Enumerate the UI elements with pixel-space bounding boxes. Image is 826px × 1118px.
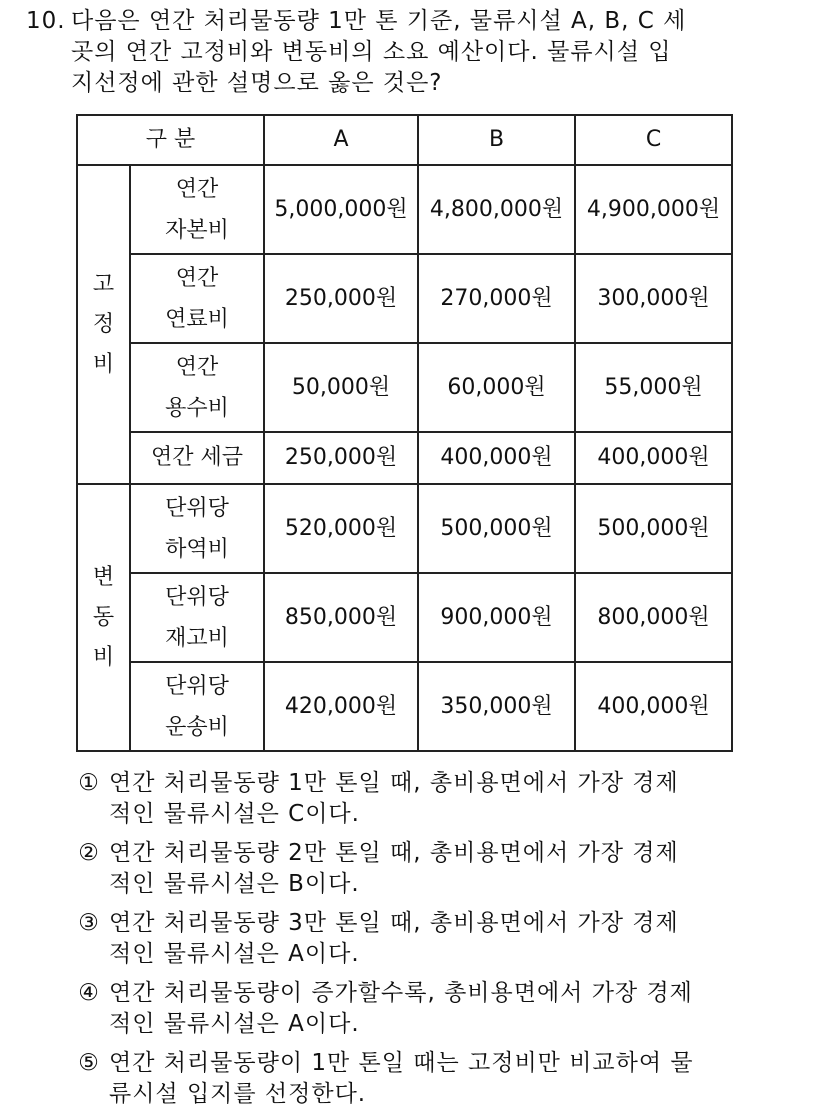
choice-line: 연간 처리물동량이 증가할수록, 총비용면에서 가장 경제 bbox=[109, 980, 693, 1006]
choice-text bbox=[109, 768, 816, 830]
answer-choice-2[interactable] bbox=[76, 838, 816, 908]
row-label-line: 운송비 bbox=[165, 714, 229, 740]
choice-line: 적인 물류시설은 A이다. bbox=[109, 941, 360, 967]
choice-text bbox=[109, 908, 816, 970]
variable-cost-group-label bbox=[77, 484, 130, 751]
cell-value: 60,000원 bbox=[418, 343, 575, 432]
cell-value: 55,000원 bbox=[575, 343, 732, 432]
row-label-line: 연간 bbox=[175, 354, 219, 380]
choice-line: 류시설 입지를 선정한다. bbox=[109, 1081, 367, 1107]
table-row bbox=[77, 165, 732, 254]
cell-value: 420,000원 bbox=[264, 662, 418, 751]
cell-value: 500,000원 bbox=[575, 484, 732, 573]
choice-line: 연간 처리물동량 2만 톤일 때, 총비용면에서 가장 경제 bbox=[109, 840, 679, 866]
choice-line: 연간 처리물동량이 1만 톤일 때는 고정비만 비교하여 물 bbox=[109, 1050, 694, 1076]
table-row bbox=[77, 343, 732, 432]
row-label-line: 연간 bbox=[175, 265, 219, 291]
choice-number: ① bbox=[78, 770, 100, 796]
choice-text bbox=[109, 978, 816, 1040]
group-label-text: 고정비 bbox=[92, 271, 115, 377]
cell-value: 850,000원 bbox=[264, 573, 418, 662]
table-row bbox=[77, 432, 732, 484]
row-label bbox=[130, 662, 264, 751]
question-number: 10. bbox=[26, 8, 66, 34]
cell-value: 4,900,000원 bbox=[575, 165, 732, 254]
cell-value: 900,000원 bbox=[418, 573, 575, 662]
choice-line: 연간 처리물동량 3만 톤일 때, 총비용면에서 가장 경제 bbox=[109, 910, 679, 936]
answer-choice-1[interactable] bbox=[76, 768, 816, 838]
cell-value: 500,000원 bbox=[418, 484, 575, 573]
row-label bbox=[130, 573, 264, 662]
row-label-line: 하역비 bbox=[165, 536, 229, 562]
facility-c-header: C bbox=[575, 115, 732, 165]
choice-number: ② bbox=[78, 840, 100, 866]
cell-value: 520,000원 bbox=[264, 484, 418, 573]
row-label bbox=[130, 254, 264, 343]
question-line: 곳의 연간 고정비와 변동비의 소요 예산이다. 물류시설 입 bbox=[71, 39, 672, 65]
row-label bbox=[130, 343, 264, 432]
answer-choice-5[interactable] bbox=[76, 1048, 816, 1118]
choice-line: 적인 물류시설은 A이다. bbox=[109, 1011, 360, 1037]
fixed-cost-group-label bbox=[77, 165, 130, 484]
facility-b-header: B bbox=[418, 115, 575, 165]
cell-value: 270,000원 bbox=[418, 254, 575, 343]
table-row bbox=[77, 484, 732, 573]
facility-a-header: A bbox=[264, 115, 418, 165]
row-label-line: 연간 bbox=[175, 176, 219, 202]
choice-line: 적인 물류시설은 C이다. bbox=[109, 801, 360, 827]
cost-table bbox=[76, 114, 733, 752]
cell-value: 300,000원 bbox=[575, 254, 732, 343]
cell-value: 400,000원 bbox=[575, 432, 732, 484]
cell-value: 4,800,000원 bbox=[418, 165, 575, 254]
table-header-row bbox=[77, 115, 732, 165]
answer-choices bbox=[76, 768, 816, 1118]
cell-value: 250,000원 bbox=[264, 432, 418, 484]
row-label: 연간 세금 bbox=[130, 432, 264, 484]
question bbox=[26, 6, 816, 99]
cell-value: 800,000원 bbox=[575, 573, 732, 662]
table-row bbox=[77, 254, 732, 343]
cell-value: 50,000원 bbox=[264, 343, 418, 432]
choice-text bbox=[109, 1048, 816, 1110]
answer-choice-4[interactable] bbox=[76, 978, 816, 1048]
question-text bbox=[71, 6, 816, 99]
row-label-line: 자본비 bbox=[165, 217, 229, 243]
choice-text bbox=[109, 838, 816, 900]
row-label-line: 연료비 bbox=[165, 306, 229, 332]
row-label-line: 재고비 bbox=[165, 625, 229, 651]
table-row bbox=[77, 662, 732, 751]
table-row bbox=[77, 573, 732, 662]
question-line: 다음은 연간 처리물동량 1만 톤 기준, 물류시설 A, B, C 세 bbox=[71, 8, 687, 34]
cell-value: 250,000원 bbox=[264, 254, 418, 343]
group-label-text: 변동비 bbox=[92, 564, 115, 670]
cell-value: 5,000,000원 bbox=[264, 165, 418, 254]
choice-line: 연간 처리물동량 1만 톤일 때, 총비용면에서 가장 경제 bbox=[109, 770, 679, 796]
cell-value: 400,000원 bbox=[418, 432, 575, 484]
cell-value: 400,000원 bbox=[575, 662, 732, 751]
row-label bbox=[130, 165, 264, 254]
answer-choice-3[interactable] bbox=[76, 908, 816, 978]
row-label-line: 단위당 bbox=[165, 495, 229, 521]
row-label-line: 단위당 bbox=[165, 584, 229, 610]
category-header: 구 분 bbox=[77, 115, 264, 165]
choice-number: ⑤ bbox=[78, 1050, 100, 1076]
choice-number: ④ bbox=[78, 980, 100, 1006]
choice-number: ③ bbox=[78, 910, 100, 936]
choice-line: 적인 물류시설은 B이다. bbox=[109, 871, 360, 897]
question-line: 지선정에 관한 설명으로 옳은 것은? bbox=[71, 70, 443, 96]
row-label-line: 용수비 bbox=[165, 395, 229, 421]
row-label bbox=[130, 484, 264, 573]
row-label-line: 단위당 bbox=[165, 673, 229, 699]
cell-value: 350,000원 bbox=[418, 662, 575, 751]
